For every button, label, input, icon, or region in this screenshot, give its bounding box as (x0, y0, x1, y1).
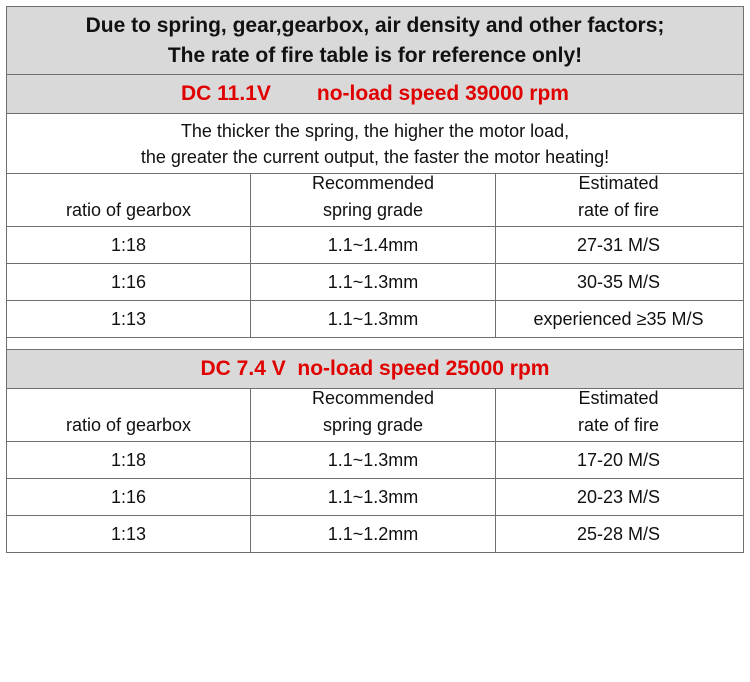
spring-cell: 1.1~1.4mm (251, 227, 496, 263)
column-header-rate: Estimated rate of fire (577, 173, 660, 220)
table-row (7, 442, 743, 479)
table-row (7, 301, 743, 338)
table-row (7, 264, 743, 301)
table-row (7, 516, 743, 553)
column-header-rate: Estimated rate of fire (577, 388, 660, 435)
column-header-spring: Recommended spring grade (251, 174, 496, 226)
rate-cell: 25-28 M/S (576, 523, 661, 544)
section-2-column-headers (7, 389, 743, 442)
spring-cell: 1.1~1.2mm (251, 516, 496, 552)
spring-cell: 1.1~1.3mm (251, 264, 496, 300)
note-line-1: The thicker the spring, the higher the motor load, (180, 120, 570, 141)
table-row (7, 227, 743, 264)
rate-cell: experienced ≥35 M/S (533, 308, 704, 329)
header-line-1: Due to spring, gear,gearbox, air density and other factors; (85, 13, 665, 37)
section-1-column-headers (7, 174, 743, 227)
rate-cell: 17-20 M/S (576, 449, 661, 470)
column-header-ratio: ratio of gearbox (7, 389, 251, 441)
section-2-title-text: DC 7.4 V no-load speed 25000 rpm (200, 357, 550, 380)
spring-cell: 1.1~1.3mm (251, 301, 496, 337)
header-text (7, 7, 743, 74)
rate-cell: 20-23 M/S (576, 486, 661, 507)
table-header (7, 7, 743, 75)
section-1-speed: no-load speed 39000 rpm (316, 82, 569, 105)
ratio-cell: 1:18 (7, 442, 251, 478)
section-divider (7, 338, 743, 350)
section-1-title (7, 75, 743, 114)
table-row (7, 479, 743, 516)
ratio-cell: 1:18 (7, 227, 251, 263)
spring-cell: 1.1~1.3mm (251, 442, 496, 478)
ratio-cell: 1:16 (7, 264, 251, 300)
ratio-cell: 1:16 (7, 479, 251, 515)
section-1-voltage: DC 11.1V (181, 82, 271, 105)
rate-of-fire-table (6, 6, 744, 553)
ratio-cell: 1:13 (7, 301, 251, 337)
column-header-ratio: ratio of gearbox (7, 174, 251, 226)
spring-cell: 1.1~1.3mm (251, 479, 496, 515)
rate-cell: 27-31 M/S (576, 234, 661, 255)
header-line-2: The rate of fire table is for reference only! (167, 43, 583, 67)
column-header-spring: Recommended spring grade (251, 389, 496, 441)
section-2-title (7, 350, 743, 389)
section-1-note (7, 114, 743, 174)
ratio-cell: 1:13 (7, 516, 251, 552)
note-line-2: the greater the current output, the faster the motor heating! (140, 146, 610, 167)
rate-cell: 30-35 M/S (576, 271, 661, 292)
